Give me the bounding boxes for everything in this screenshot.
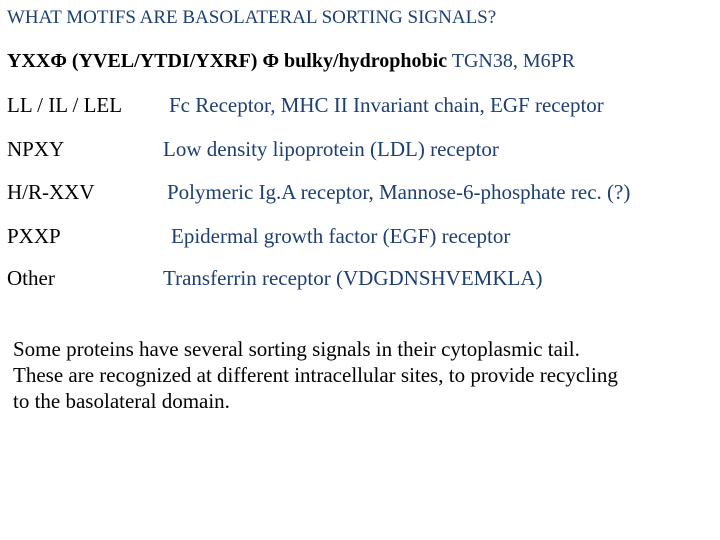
motif-label: NPXY	[7, 137, 65, 161]
motif-description: Epidermal growth factor (EGF) receptor	[171, 224, 511, 248]
motif-description: Transferrin receptor (VDGDNSHVEMKLA)	[163, 266, 543, 290]
motif-yxx-examples: TGN38, M6PR	[451, 50, 576, 72]
motif-yxx-label: YXXΦ (YVEL/YTDI/YXRF) Φ bulky/hydrophobic	[7, 50, 448, 72]
motif-description: Low density lipoprotein (LDL) receptor	[163, 137, 499, 161]
motif-description: Polymeric Ig.A receptor, Mannose-6-phosphate rec. (?)	[167, 180, 631, 204]
motif-label: H/R-XXV	[7, 180, 95, 204]
motif-row-yxx	[7, 50, 575, 73]
summary-line: Some proteins have several sorting signals in their cytoplasmic tail.	[13, 337, 580, 361]
summary-line: These are recognized at different intracellular sites, to provide recycling	[13, 363, 618, 387]
summary-line: to the basolateral domain.	[13, 389, 230, 413]
motif-description: Fc Receptor, MHC II Invariant chain, EGF receptor	[169, 93, 604, 117]
page-title: WHAT MOTIFS ARE BASOLATERAL SORTING SIGNALS?	[7, 7, 497, 28]
motif-label: PXXP	[7, 224, 61, 248]
motif-label: Other	[7, 266, 55, 290]
summary-paragraph	[13, 336, 713, 414]
motif-label: LL / IL / LEL	[7, 93, 123, 117]
